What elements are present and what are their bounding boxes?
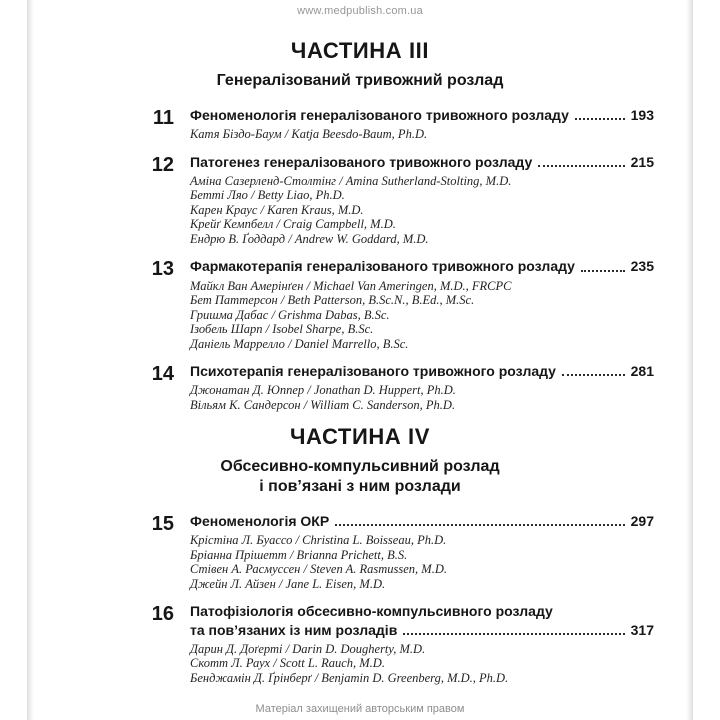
chapter-title: Патогенез генералізованого тривожного розладу bbox=[190, 153, 533, 170]
chapter-number: 14 bbox=[151, 363, 174, 386]
chapter-number: 16 bbox=[151, 603, 174, 626]
page-number: 317 bbox=[630, 621, 654, 638]
author-line: Карен Краус / Karen Kraus, M.D. bbox=[190, 202, 364, 217]
page-number: 193 bbox=[630, 107, 654, 123]
chapter-number: 15 bbox=[151, 513, 174, 536]
dot-leader bbox=[581, 270, 625, 272]
chapter-title: Фармакотерапія генералізованого тривожного розладу bbox=[190, 258, 575, 275]
dot-leader bbox=[403, 633, 624, 635]
part-title: ЧАСТИНА III bbox=[290, 38, 430, 63]
chapter-title: Феноменологія генералізованого тривожного розладу bbox=[190, 107, 569, 123]
page-number: 297 bbox=[630, 513, 654, 530]
author-line: Аміна Сазерленд-Столтінг / Amina Sutherland-Stolting, M.D. bbox=[190, 173, 512, 188]
author-line: Даніель Маррелло / Daniel Marrello, B.Sc. bbox=[190, 336, 409, 351]
chapter-row bbox=[138, 257, 654, 351]
author-line: Ендрю В. Ґоддард / Andrew W. Goddard, M.D. bbox=[190, 231, 429, 246]
part-section-iv bbox=[0, 424, 720, 685]
part-title: ЧАСТИНА IV bbox=[289, 424, 431, 450]
dot-leader bbox=[335, 524, 624, 526]
chapter-row bbox=[138, 362, 654, 412]
part-subtitle: Обсесивно-компульсивний розлад bbox=[220, 458, 500, 476]
author-line: Бетті Ляо / Betty Liao, Ph.D. bbox=[190, 188, 345, 203]
chapter-row bbox=[138, 106, 654, 142]
dot-leader bbox=[575, 118, 625, 120]
header-url: www.medpublish.com.ua bbox=[297, 5, 423, 17]
author-line: Крейґ Кемпбелл / Craig Campbell, M.D. bbox=[190, 217, 396, 232]
author-list bbox=[190, 174, 654, 247]
part-section-iii bbox=[0, 38, 720, 412]
author-line: Стівен А. Расмуссен / Steven A. Rasmussen, M.D. bbox=[190, 562, 447, 577]
chapter-number: 11 bbox=[152, 107, 174, 129]
author-line: Джейн Л. Айзен / Jane L. Eisen, M.D. bbox=[190, 576, 386, 591]
author-list bbox=[190, 279, 654, 352]
part-subtitle: і пов’язані з ним розлади bbox=[259, 478, 461, 496]
page-number: 215 bbox=[630, 153, 654, 170]
toc-list bbox=[138, 512, 654, 685]
part-subtitle: Генералізований тривожний розлад bbox=[216, 72, 504, 89]
chapter-row bbox=[138, 512, 654, 591]
chapter-number: 12 bbox=[151, 153, 174, 176]
author-line: Бріанна Прішетт / Brianna Prichett, B.S. bbox=[190, 547, 408, 562]
author-line: Катя Біздо-Баум / Katja Beesdo-Baum, Ph.D. bbox=[190, 127, 428, 142]
toc-list bbox=[138, 106, 654, 412]
author-line: Скотт Л. Раух / Scott L. Rauch, M.D. bbox=[190, 656, 385, 671]
page-number: 235 bbox=[630, 258, 654, 275]
author-line: Бенджамін Д. Ґрінберґ / Benjamin D. Greenberg, M.D., Ph.D. bbox=[190, 670, 509, 685]
author-line: Джонатан Д. Юппер / Jonathan D. Huppert, Ph.D. bbox=[190, 383, 456, 398]
author-line: Вільям К. Сандерсон / William C. Sanderson, Ph.D. bbox=[190, 397, 456, 412]
page-number: 281 bbox=[630, 363, 654, 380]
chapter-title: Патофізіологія обсесивно-компульсивного розладу bbox=[190, 603, 553, 620]
chapter-row bbox=[138, 602, 654, 685]
author-list bbox=[190, 642, 654, 686]
chapter-title: та пов’язаних із ним розладів bbox=[190, 621, 398, 638]
chapter-number: 13 bbox=[151, 258, 174, 281]
author-line: Майкл Ван Амерінґен / Michael Van Ameringen, M.D., FRCPC bbox=[190, 278, 512, 293]
author-line: Крістіна Л. Буассо / Christina L. Boisseau, Ph.D. bbox=[190, 533, 447, 548]
chapter-title: Психотерапія генералізованого тривожного розладу bbox=[190, 363, 556, 380]
author-line: Гришма Дабас / Grishma Dabas, B.Sc. bbox=[190, 307, 390, 322]
author-list bbox=[190, 383, 654, 412]
author-list bbox=[190, 533, 654, 591]
chapter-title: Феноменологія ОКР bbox=[190, 513, 330, 530]
author-line: Бет Паттерсон / Beth Patterson, B.Sc.N., B.Ed., M.Sc. bbox=[190, 293, 475, 308]
chapter-row bbox=[138, 153, 654, 247]
author-list bbox=[190, 127, 654, 142]
author-line: Ізобель Шарп / Isobel Sharpe, B.Sc. bbox=[190, 322, 374, 337]
footer-copyright: Матеріал захищений авторським правом bbox=[255, 703, 465, 715]
author-line: Дарин Д. Доґерті / Darin D. Dougherty, M.D. bbox=[190, 641, 426, 656]
dot-leader bbox=[562, 374, 625, 376]
dot-leader bbox=[538, 165, 624, 167]
